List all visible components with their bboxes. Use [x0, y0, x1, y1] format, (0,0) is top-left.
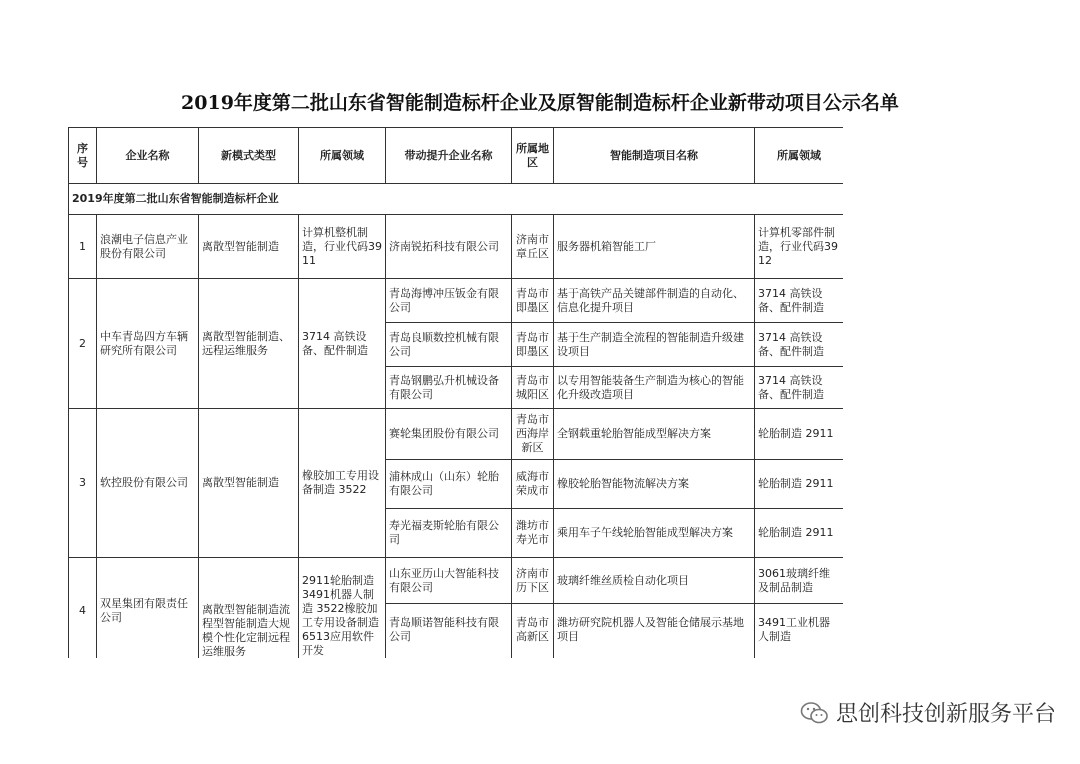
industry-field: 计算机整机制造，行业代码3911 — [299, 215, 386, 279]
section-title: 2019年度第二批山东省智能制造标杆企业 — [69, 184, 844, 215]
project-field: 轮胎制造 2911 — [755, 509, 844, 558]
project-field: 计算机零部件制造，行业代码3912 — [755, 215, 844, 279]
region: 济南市章丘区 — [512, 215, 554, 279]
col-header-region: 所属地区 — [512, 128, 554, 184]
project-field: 3714 高铁设备、配件制造 — [755, 323, 844, 367]
col-header-no: 序号 — [69, 128, 97, 184]
region: 青岛市即墨区 — [512, 323, 554, 367]
project-table — [68, 127, 843, 658]
header-row — [69, 128, 844, 184]
partner-company: 青岛顺诺智能科技有限公司 — [386, 604, 512, 659]
project-name: 基于高铁产品关键部件制造的自动化、信息化提升项目 — [554, 279, 755, 323]
industry-field: 2911轮胎制造 3491机器人制造 3522橡胶加工专用设备制造 6513应用软件开发 — [299, 558, 386, 659]
col-header-mode: 新模式类型 — [199, 128, 299, 184]
project-field: 3061玻璃纤维及制品制造 — [755, 558, 844, 604]
project-name: 潍坊研究院机器人及智能仓储展示基地项目 — [554, 604, 755, 659]
project-name: 乘用车子午线轮胎智能成型解决方案 — [554, 509, 755, 558]
company-name: 中车青岛四方车辆研究所有限公司 — [97, 279, 199, 409]
project-name: 服务器机箱智能工厂 — [554, 215, 755, 279]
row-no: 1 — [69, 215, 97, 279]
mode-type: 离散型智能制造 — [199, 409, 299, 558]
region: 潍坊市寿光市 — [512, 509, 554, 558]
partner-company: 青岛良顺数控机械有限公司 — [386, 323, 512, 367]
region: 青岛市西海岸新区 — [512, 409, 554, 460]
mode-type: 离散型智能制造流程型智能制造大规模个性化定制远程运维服务 — [199, 558, 299, 659]
industry-field: 橡胶加工专用设备制造 3522 — [299, 409, 386, 558]
table-row — [69, 558, 844, 604]
watermark-text: 思创科技创新服务平台 — [835, 702, 1056, 727]
industry-field: 3714 高铁设备、配件制造 — [299, 279, 386, 409]
company-name: 双星集团有限责任公司 — [97, 558, 199, 659]
partner-company: 浦林成山（山东）轮胎有限公司 — [386, 460, 512, 509]
mode-type: 离散型智能制造、远程运维服务 — [199, 279, 299, 409]
table-row — [69, 279, 844, 323]
wechat-icon — [800, 701, 830, 725]
partner-company: 青岛钢鹏弘升机械设备有限公司 — [386, 367, 512, 409]
table-container — [68, 127, 843, 658]
region: 济南市历下区 — [512, 558, 554, 604]
row-no: 2 — [69, 279, 97, 409]
project-name: 玻璃纤维丝质检自动化项目 — [554, 558, 755, 604]
row-no: 3 — [69, 409, 97, 558]
region: 青岛市城阳区 — [512, 367, 554, 409]
project-name: 基于生产制造全流程的智能制造升级建设项目 — [554, 323, 755, 367]
project-name: 以专用智能装备生产制造为核心的智能化升级改造项目 — [554, 367, 755, 409]
partner-company: 山东亚历山大智能科技有限公司 — [386, 558, 512, 604]
mode-type: 离散型智能制造 — [199, 215, 299, 279]
project-field: 轮胎制造 2911 — [755, 409, 844, 460]
partner-company: 青岛海博冲压钣金有限公司 — [386, 279, 512, 323]
col-header-field2: 所属领域 — [755, 128, 844, 184]
col-header-project: 智能制造项目名称 — [554, 128, 755, 184]
watermark — [800, 697, 1056, 728]
project-name: 橡胶轮胎智能物流解决方案 — [554, 460, 755, 509]
project-name: 全钢载重轮胎智能成型解决方案 — [554, 409, 755, 460]
region: 青岛市即墨区 — [512, 279, 554, 323]
region: 威海市荣成市 — [512, 460, 554, 509]
partner-company: 赛轮集团股份有限公司 — [386, 409, 512, 460]
partner-company: 寿光福麦斯轮胎有限公司 — [386, 509, 512, 558]
company-name: 浪潮电子信息产业股份有限公司 — [97, 215, 199, 279]
table-row — [69, 215, 844, 279]
project-field: 轮胎制造 2911 — [755, 460, 844, 509]
page-title: 2019年度第二批山东省智能制造标杆企业及原智能制造标杆企业新带动项目公示名单 — [181, 92, 899, 114]
project-field: 3714 高铁设备、配件制造 — [755, 279, 844, 323]
section-row — [69, 184, 844, 215]
company-name: 软控股份有限公司 — [97, 409, 199, 558]
project-field: 3714 高铁设备、配件制造 — [755, 367, 844, 409]
project-field: 3491工业机器人制造 — [755, 604, 844, 659]
region: 青岛市高新区 — [512, 604, 554, 659]
partner-company: 济南锐拓科技有限公司 — [386, 215, 512, 279]
col-header-field: 所属领域 — [299, 128, 386, 184]
row-no: 4 — [69, 558, 97, 659]
col-header-company: 企业名称 — [97, 128, 199, 184]
table-row — [69, 409, 844, 460]
col-header-partner: 带动提升企业名称 — [386, 128, 512, 184]
